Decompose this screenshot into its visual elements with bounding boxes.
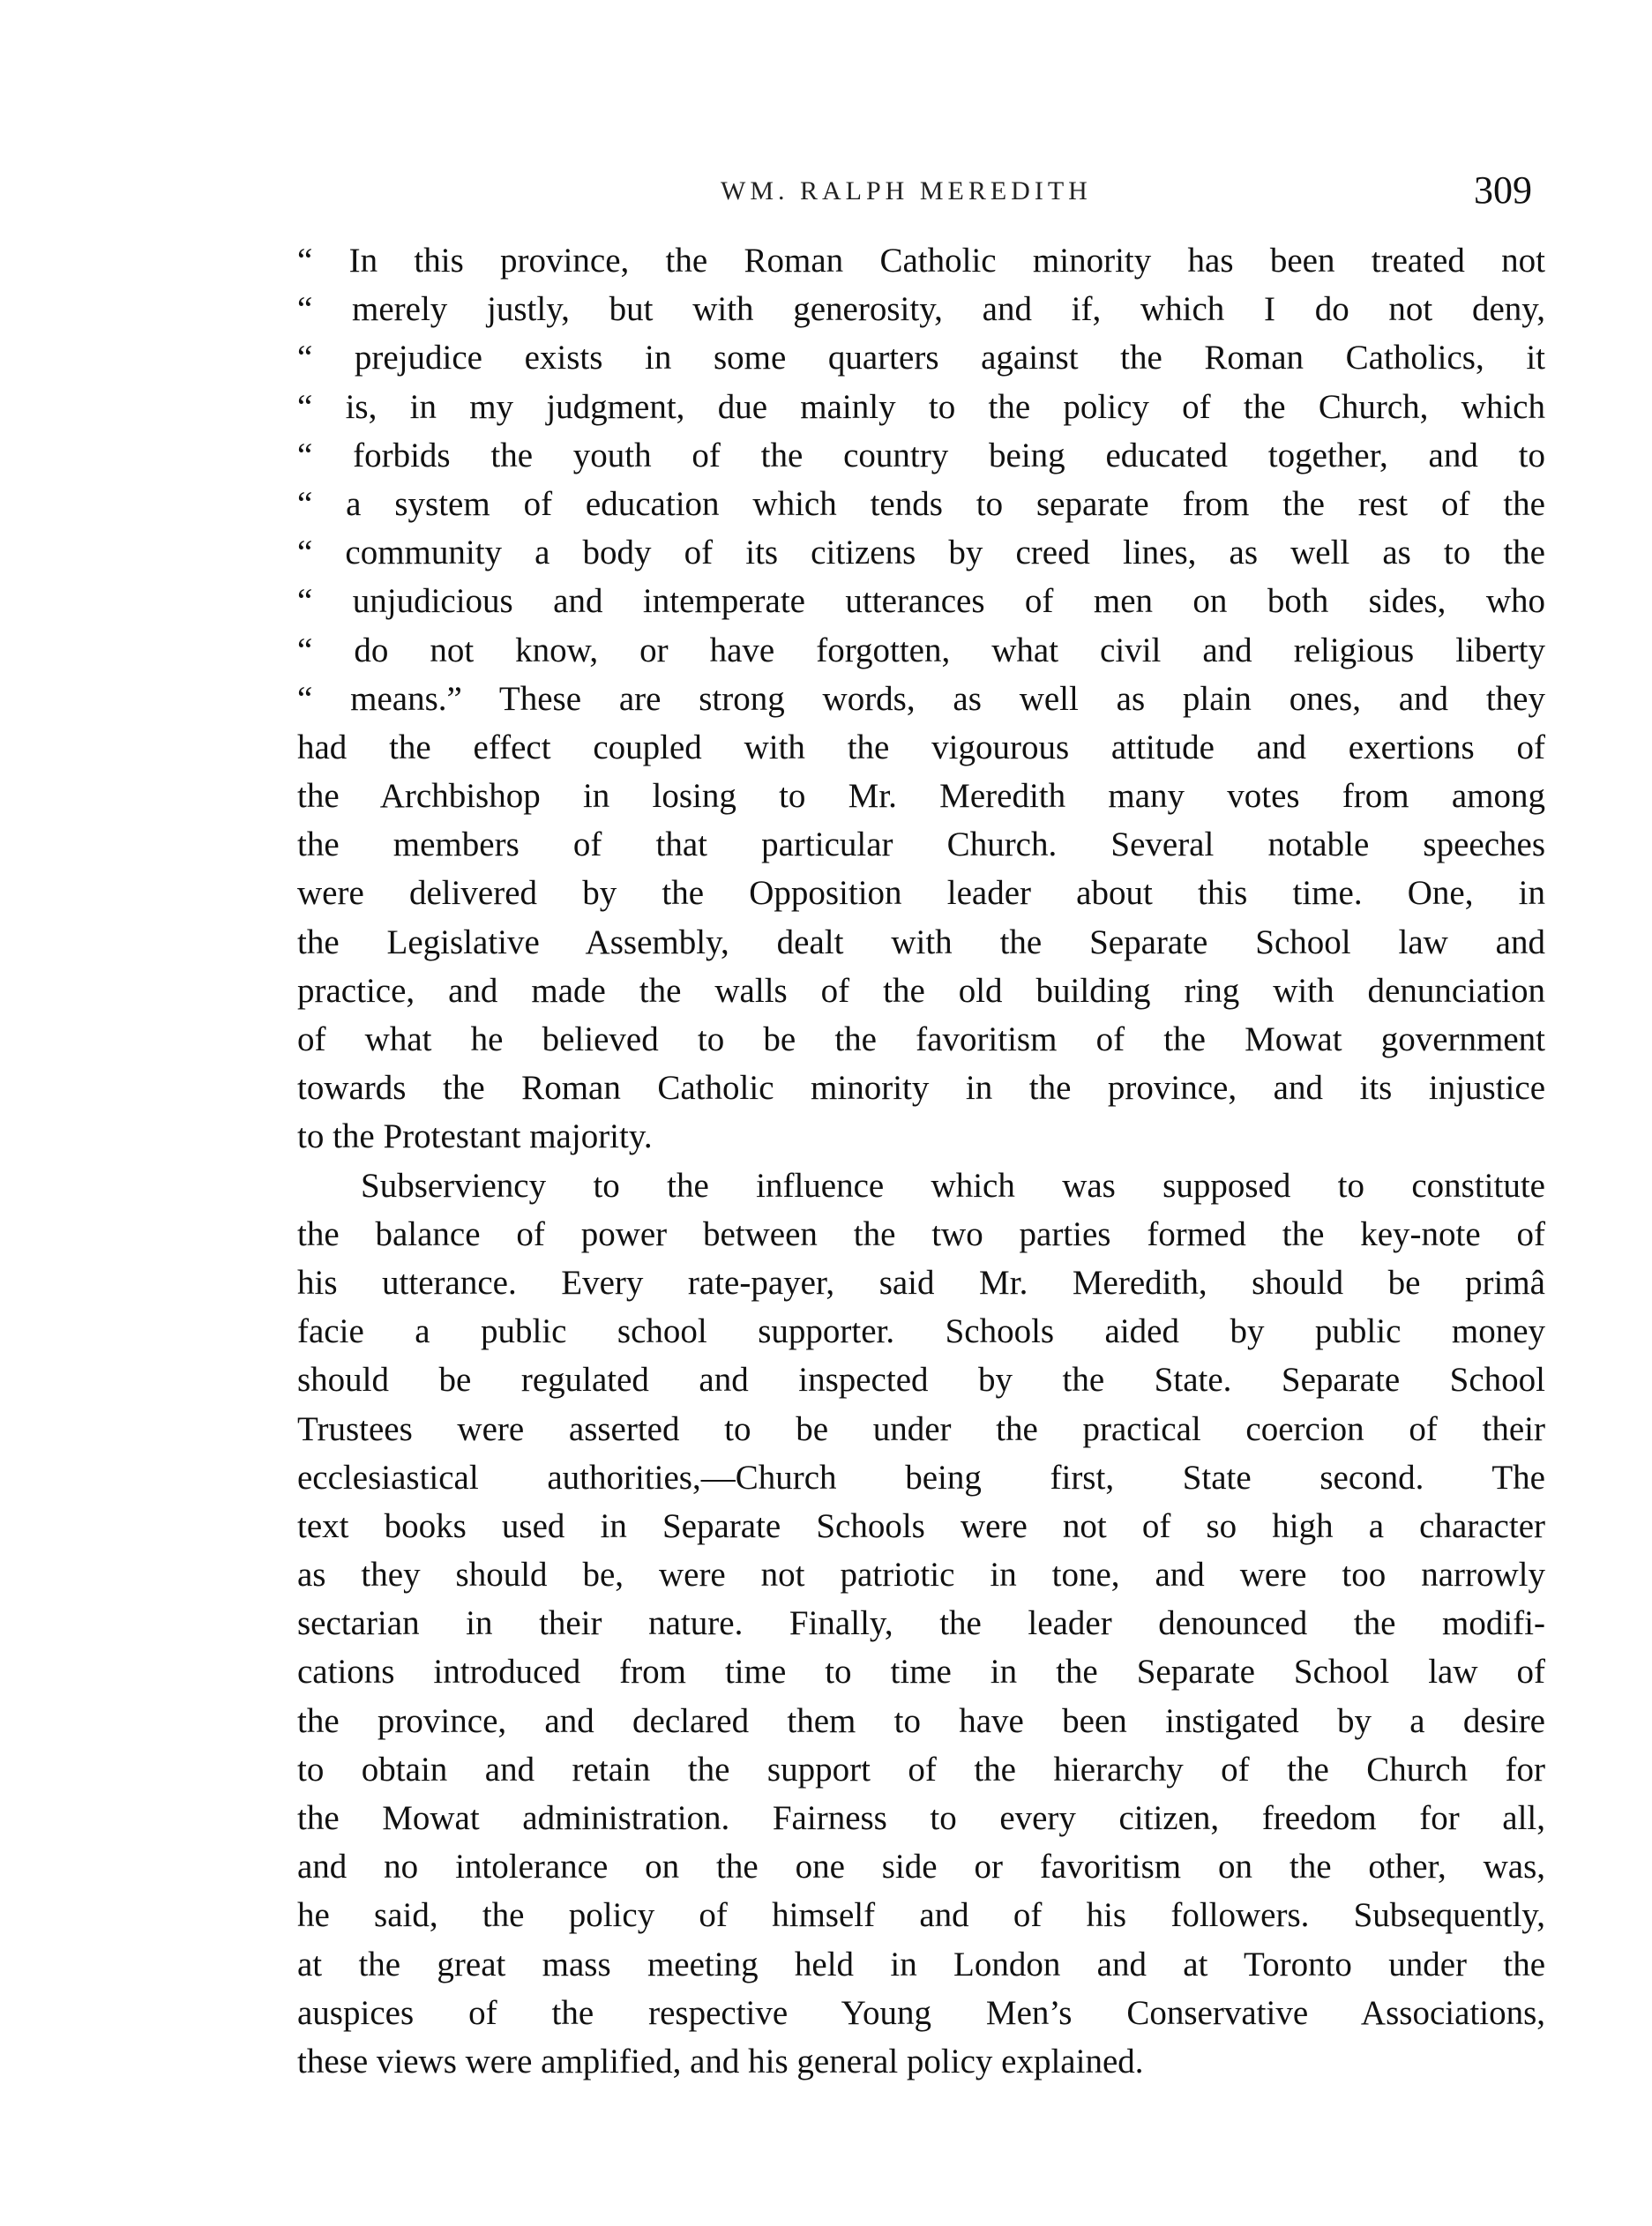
text-line: the Legislative Assembly, dealt with the Separate School law and bbox=[297, 923, 1545, 961]
text-line: “ do not know, or have forgotten, what civil and religious liberty bbox=[297, 631, 1545, 669]
paragraph-2 bbox=[297, 1162, 1545, 2087]
text-line: the members of that particular Church. Several notable speeches bbox=[297, 825, 1545, 864]
text-line: of what he believed to be the favoritism of the Mowat government bbox=[297, 1020, 1545, 1058]
text-line: the balance of power between the two parties formed the key-note of bbox=[297, 1214, 1545, 1253]
running-title: WM. RALPH MEREDITH bbox=[721, 176, 1092, 205]
text-line: “ In this province, the Roman Catholic minority has been treated not bbox=[297, 242, 1545, 280]
text-line: “ unjudicious and intemperate utterances of men on both sides, who bbox=[297, 582, 1545, 621]
text-line: to the Protestant majority. bbox=[297, 1117, 653, 1156]
text-line: his utterance. Every rate-payer, said Mr. Meredith, should be primâ bbox=[297, 1263, 1545, 1302]
text-line: “ is, in my judgment, due mainly to the policy of the Church, which bbox=[297, 387, 1545, 426]
body-text bbox=[297, 236, 1545, 2086]
text-line: “ merely justly, but with generosity, and if, which I do not deny, bbox=[297, 290, 1545, 329]
text-line: “ community a body of its citizens by creed lines, as well as to the bbox=[297, 534, 1545, 572]
page-number: 309 bbox=[1474, 168, 1532, 212]
text-line: he said, the policy of himself and of his followers. Subsequently, bbox=[297, 1896, 1545, 1935]
text-line: facie a public school supporter. Schools aided by public money bbox=[297, 1312, 1545, 1351]
paragraph-1 bbox=[297, 236, 1545, 1162]
text-line: at the great mass meeting held in London and at Toronto under the bbox=[297, 1945, 1545, 1983]
text-line: “ prejudice exists in some quarters against the Roman Catholics, it bbox=[297, 339, 1545, 377]
text-line: had the effect coupled with the vigourous attitude and exertions of bbox=[297, 728, 1545, 766]
text-line: and no intolerance on the one side or favoritism on the other, was, bbox=[297, 1848, 1545, 1886]
text-line: Trustees were asserted to be under the practical coercion of their bbox=[297, 1409, 1545, 1448]
text-line: text books used in Separate Schools were not of so high a character bbox=[297, 1506, 1545, 1545]
text-line: the province, and declared them to have been instigated by a desire bbox=[297, 1701, 1545, 1740]
text-line: practice, and made the walls of the old building ring with denunciation bbox=[297, 971, 1545, 1010]
text-line: cations introduced from time to time in the Separate School law of bbox=[297, 1653, 1545, 1692]
text-line: were delivered by the Opposition leader about this time. One, in bbox=[297, 874, 1545, 913]
text-line: as they should be, were not patriotic in tone, and were too narrowly bbox=[297, 1556, 1545, 1595]
text-line: sectarian in their nature. Finally, the leader denounced the modifi- bbox=[297, 1604, 1545, 1643]
text-line: to obtain and retain the support of the hierarchy of the Church for bbox=[297, 1750, 1545, 1789]
text-line: ecclesiastical authorities,—Church being first, State second. The bbox=[297, 1458, 1545, 1497]
text-line: Subserviency to the influence which was supposed to constitute bbox=[361, 1166, 1545, 1205]
text-line: auspices of the respective Young Men’s Conservative Associations, bbox=[297, 1993, 1545, 2032]
text-line: should be regulated and inspected by the State. Separate School bbox=[297, 1361, 1545, 1400]
text-line: these views were amplified, and his general policy explained. bbox=[297, 2042, 1144, 2080]
text-line: “ a system of education which tends to separate from the rest of the bbox=[297, 484, 1545, 523]
text-line: towards the Roman Catholic minority in the province, and its injustice bbox=[297, 1069, 1545, 1108]
running-header bbox=[297, 168, 1532, 220]
text-line: “ forbids the youth of the country being educated together, and to bbox=[297, 436, 1545, 474]
text-line: “ means.” These are strong words, as well as plain ones, and they bbox=[297, 679, 1545, 718]
text-line: the Archbishop in losing to Mr. Meredith many votes from among bbox=[297, 777, 1545, 816]
text-line: the Mowat administration. Fairness to every citizen, freedom for all, bbox=[297, 1799, 1545, 1837]
